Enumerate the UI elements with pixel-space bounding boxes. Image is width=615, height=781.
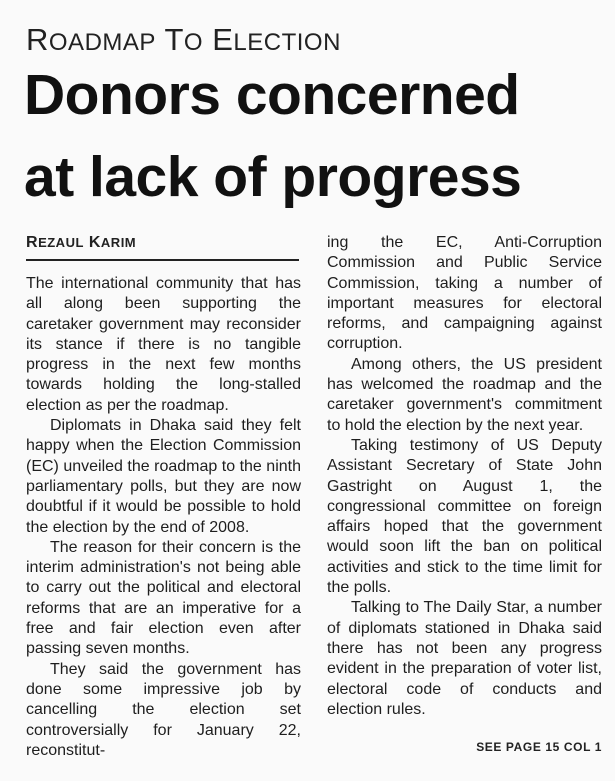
paragraph: Taking testimony of US Deputy Assistant Secretary of State John Gastright on August 1, the congressional committee on foreign affairs hoped that the government would soon lift the ban on political activities and stick to the time limit for the polls. (327, 436, 602, 597)
paragraph: The reason for their concern is the interim administration's not being able to carry out the political and electoral reforms that are an imperative for a free and fair election even after passing seven months. (26, 538, 301, 658)
headline-line-2: at lack of progress (24, 145, 522, 209)
article-column-left (26, 274, 301, 761)
paragraph: Diplomats in Dhaka said they felt happy when the Election Commission (EC) unveiled the roadmap to the ninth parliamentary polls, but they are now doubtful if it would be possible to hold the election by the end of 2008. (26, 417, 301, 536)
byline-text: REZAUL KARIM (26, 234, 137, 251)
byline (26, 234, 136, 252)
jump-line[interactable]: SEE PAGE 15 COL 1 (476, 740, 602, 754)
paragraph-continued: ing the EC, Anti-Corruption Commission and Public Service Commission, taking a number of important measures for electoral reforms, and campaigning against corruption. (327, 234, 602, 353)
paragraph: Talking to The Daily Star, a number of diplomats stationed in Dhaka said there has not been any progress evident in the preparation of voter list, electoral code of conducts and election rules. (327, 599, 602, 718)
byline-rule (26, 259, 299, 261)
paragraph: The international community that has all along been supporting the caretaker government may reconsider its stance if there is no tangible progress in the next few months towards holding the long-stalled election as per the roadmap. (26, 275, 301, 414)
paragraph: Among others, the US president has welcomed the roadmap and the caretaker government's commitment to hold the election by the next year. (327, 355, 602, 434)
article-column-right (327, 233, 602, 720)
paragraph: They said the government has done some impressive job by cancelling the election set controversially for January 22, reconstitut- (26, 660, 301, 759)
headline-line-1: Donors concerned (24, 63, 520, 127)
section-kicker (26, 22, 341, 58)
kicker-text: ROADMAP TO ELECTION (26, 22, 341, 57)
